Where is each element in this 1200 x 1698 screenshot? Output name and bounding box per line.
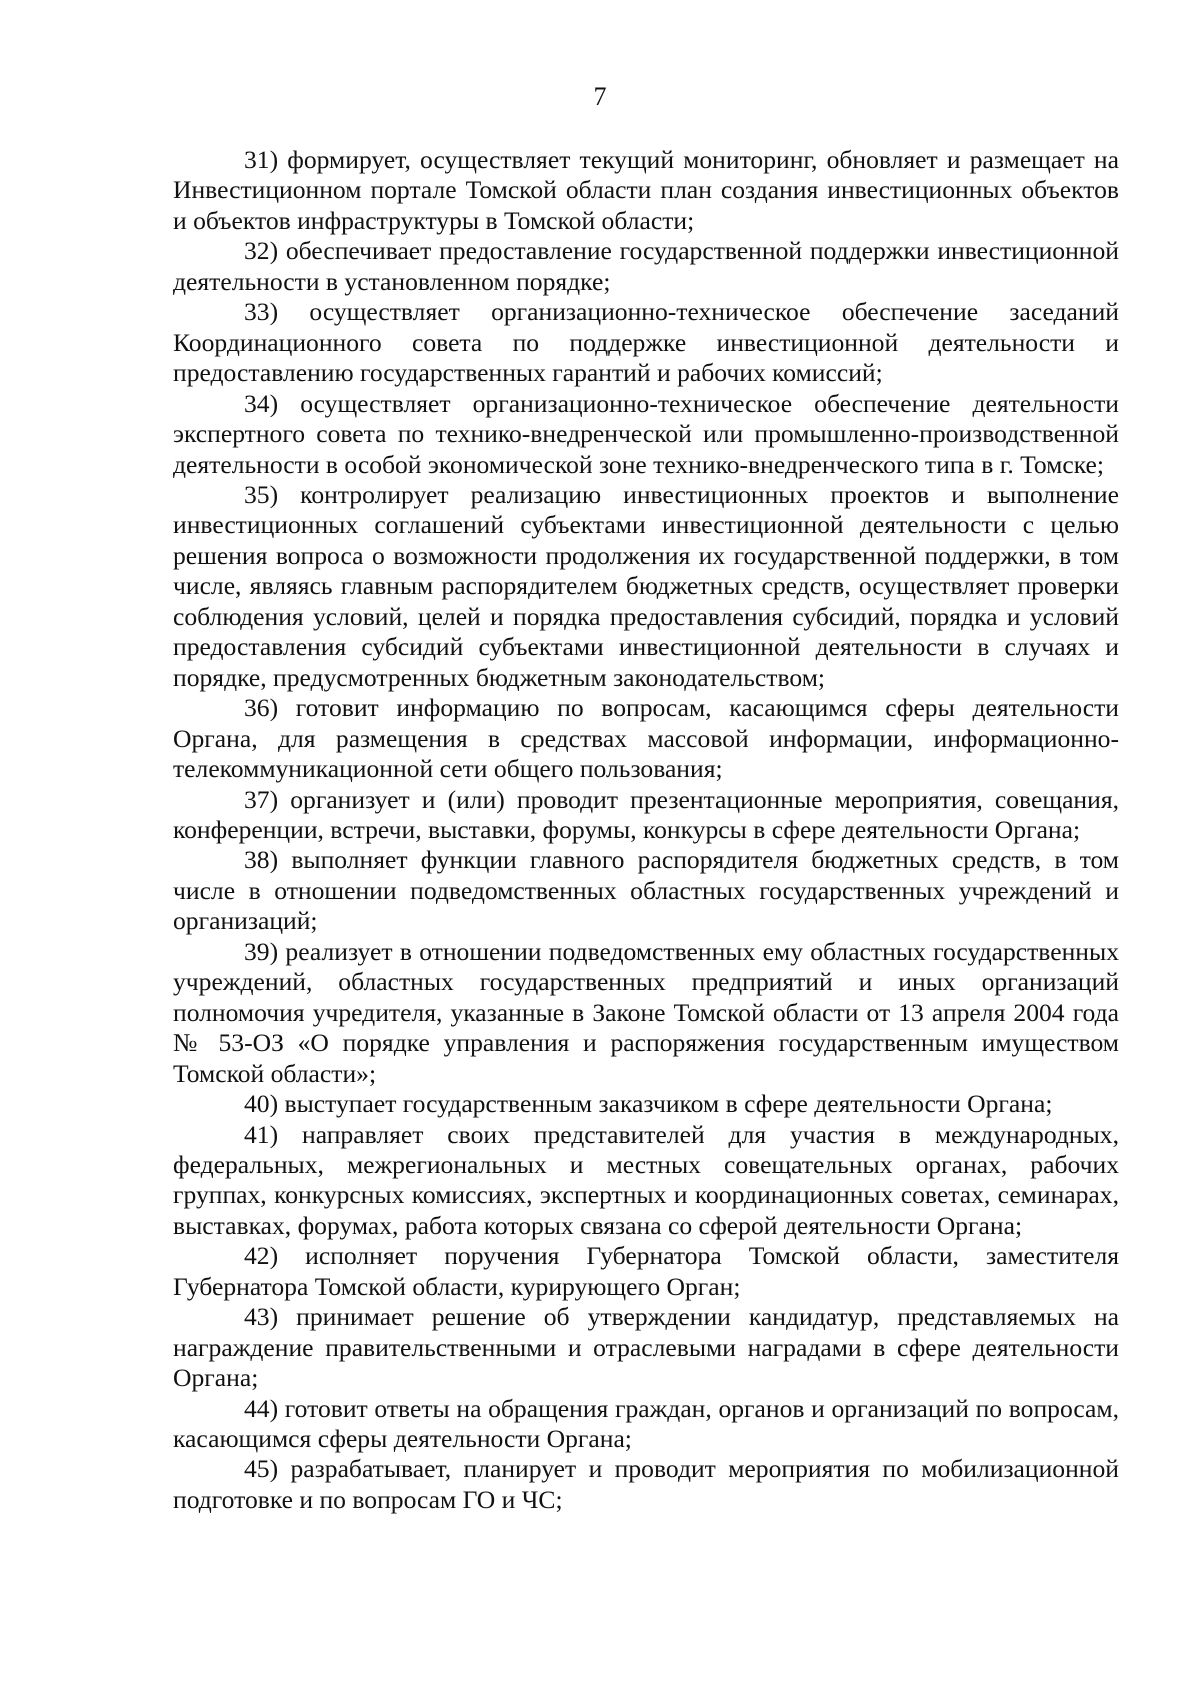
- paragraph-item-39: 39) реализует в отношении подведомственных ему областных государственных учреждений, областных государственных предприятий и иных организаций полномочия учредителя, указанные в Законе Томской области от 13 апреля 2004 года № 53-ОЗ «О порядке управления и распоряжения государственным имуществом Томской области»;: [173, 936, 1119, 1088]
- paragraph-item-38: 38) выполняет функции главного распорядителя бюджетных средств, в том числе в отношении подведомственных областных государственных учреждений и организаций;: [173, 845, 1119, 936]
- paragraph-item-44: 44) готовит ответы на обращения граждан, органов и организаций по вопросам, касающимся сферы деятельности Органа;: [173, 1393, 1119, 1454]
- paragraph-item-31: 31) формирует, осуществляет текущий мониторинг, обновляет и размещает на Инвестиционном портале Томской области план создания инвестиционных объектов и объектов инфраструктуры в Томской области;: [173, 145, 1119, 235]
- paragraph-item-40: 40) выступает государственным заказчиком в сфере деятельности Органа;: [244, 1089, 1053, 1119]
- paragraph-item-34: 34) осуществляет организационно-техническое обеспечение деятельности экспертного совета по технико-внедренческой или промышленно-производственной деятельности в особой экономической зоне технико-внедренческого типа в г. Томске;: [173, 388, 1119, 479]
- paragraph-item-35: 35) контролирует реализацию инвестиционных проектов и выполнение инвестиционных соглашений субъектами инвестиционной деятельности с целью решения вопроса о возможности продолжения их государственной поддержки, в том числе, являясь главным распорядителем бюджетных средств, осуществляет проверки соблюдения условий, целей и порядка предоставления субсидий, порядка и условий предоставления субсидий субъектами инвестиционной деятельности в случаях и порядке, предусмотренных бюджетным законодательством;: [173, 479, 1119, 692]
- paragraph-item-45: 45) разрабатывает, планирует и проводит мероприятия по мобилизационной подготовке и по вопросам ГО и ЧС;: [173, 1454, 1119, 1514]
- paragraph-item-36: 36) готовит информацию по вопросам, касающимся сферы деятельности Органа, для размещения в средствах массовой информации, информационно-телекоммуникационной сети общего пользования;: [173, 693, 1119, 784]
- paragraph-item-37: 37) организует и (или) проводит презентационные мероприятия, совещания, конференции, встречи, выставки, форумы, конкурсы в сфере деятельности Органа;: [173, 784, 1119, 844]
- paragraph-item-32: 32) обеспечивает предоставление государственной поддержки инвестиционной деятельности в установленном порядке;: [173, 236, 1119, 296]
- paragraph-item-33: 33) осуществляет организационно-техническое обеспечение заседаний Координационного совета по поддержке инвестиционной деятельности и предоставлению государственных гарантий и рабочих комиссий;: [173, 297, 1119, 388]
- page-number: 7: [593, 82, 607, 111]
- paragraph-item-41: 41) направляет своих представителей для участия в международных, федеральных, межрегиональных и местных совещательных органах, рабочих группах, конкурсных комиссиях, экспертных и координационных советах, семинарах, выставках, форумах, работа которых связана со сферой деятельности Органа;: [173, 1119, 1119, 1240]
- document-body: [173, 145, 1119, 1515]
- paragraph-item-43: 43) принимает решение об утверждении кандидатур, представляемых на награждение правительственными и отраслевыми наградами в сфере деятельности Органа;: [173, 1302, 1119, 1393]
- paragraph-item-42: 42) исполняет поручения Губернатора Томской области, заместителя Губернатора Томской области, курирующего Орган;: [173, 1241, 1119, 1301]
